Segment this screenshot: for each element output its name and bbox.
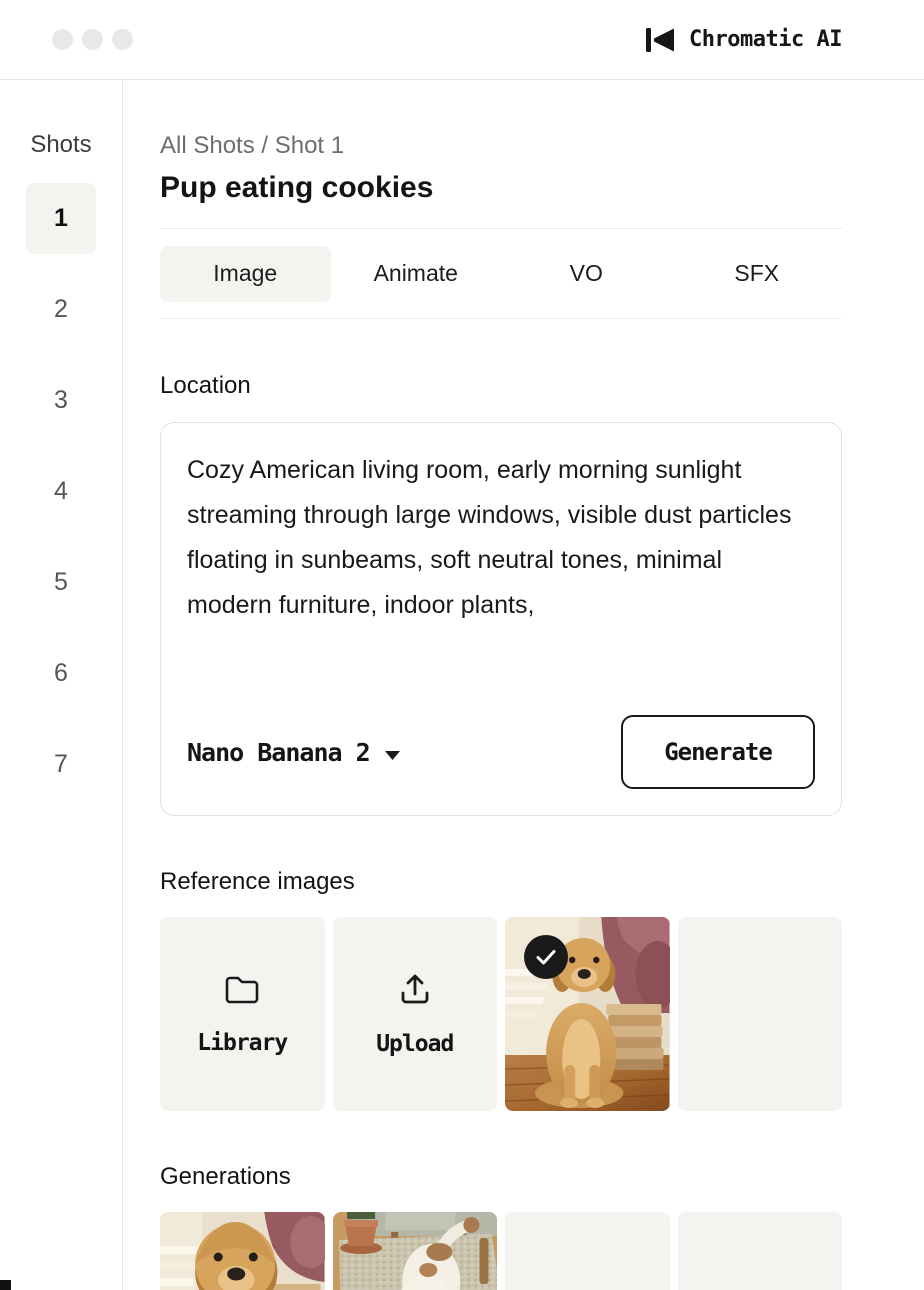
window-dot-icon	[52, 29, 73, 50]
empty-reference-slot	[678, 917, 843, 1111]
window-controls	[52, 29, 133, 50]
shot-item[interactable]	[26, 638, 96, 709]
shot-item[interactable]	[26, 456, 96, 527]
location-prompt-input[interactable]: Cozy American living room, early morning sunlight streaming through large windows, visible dust particles floating in sunbeams, soft neutral tones, minimal modern furniture, indoor plants,	[187, 456, 792, 619]
upload-icon	[398, 972, 432, 1011]
location-card-footer	[187, 715, 815, 789]
generations-label: Generations	[160, 1163, 291, 1190]
shots-sidebar-title: Shots	[30, 131, 92, 158]
library-tile-label: Library	[197, 1029, 288, 1056]
tab-animate[interactable]: Animate	[373, 260, 458, 286]
reference-images-row	[160, 917, 842, 1111]
shot-number: 5	[54, 568, 68, 596]
shot-number: 2	[54, 295, 68, 323]
window-dot-icon	[82, 29, 103, 50]
shot-number: 7	[54, 750, 68, 778]
library-tile[interactable]	[160, 917, 325, 1111]
upload-tile[interactable]	[333, 917, 498, 1111]
shot-number: 4	[54, 477, 68, 505]
reference-photo-dog[interactable]	[505, 917, 670, 1111]
model-selector[interactable]	[187, 738, 401, 767]
shot-number: 6	[54, 659, 68, 687]
page-title: Pup eating cookies	[160, 171, 434, 204]
location-card	[160, 422, 842, 816]
tab-sfx[interactable]: SFX	[734, 260, 780, 286]
check-icon	[535, 948, 557, 966]
shot-list	[0, 183, 122, 820]
generate-button[interactable]: Generate	[621, 715, 815, 789]
selected-badge	[524, 935, 568, 979]
empty-generation-slot	[678, 1212, 843, 1290]
shot-item[interactable]	[26, 183, 96, 254]
upload-tile-label: Upload	[376, 1030, 454, 1057]
tab-image[interactable]: Image	[160, 246, 331, 302]
generation-photo-2[interactable]	[333, 1212, 498, 1290]
app-name: Chromatic AI	[689, 27, 842, 52]
shot-item[interactable]	[26, 274, 96, 345]
shot-item[interactable]	[26, 729, 96, 800]
shot-item[interactable]	[26, 547, 96, 618]
tab-bar	[160, 229, 842, 318]
generation-photo-1[interactable]	[160, 1212, 325, 1290]
shot-number: 1	[54, 204, 68, 232]
empty-generation-slot	[505, 1212, 670, 1290]
breadcrumb[interactable]: All Shots / Shot 1	[160, 132, 345, 159]
main-content	[124, 80, 924, 1290]
shot-item[interactable]	[26, 365, 96, 436]
titlebar	[0, 0, 924, 80]
window-dot-icon	[112, 29, 133, 50]
divider	[160, 318, 842, 319]
shot-number: 3	[54, 386, 68, 414]
shots-sidebar	[0, 80, 123, 1290]
screen-edge-artifact	[0, 1280, 11, 1290]
reference-images-label: Reference images	[160, 868, 355, 895]
generations-row	[160, 1212, 842, 1290]
tab-vo[interactable]: VO	[569, 260, 603, 286]
location-label: Location	[160, 372, 251, 399]
chevron-down-icon	[384, 738, 401, 767]
app-logo	[645, 25, 842, 55]
folder-icon	[224, 973, 260, 1010]
model-selector-value: Nano Banana 2	[187, 737, 370, 767]
clapper-mark-icon	[645, 25, 676, 55]
